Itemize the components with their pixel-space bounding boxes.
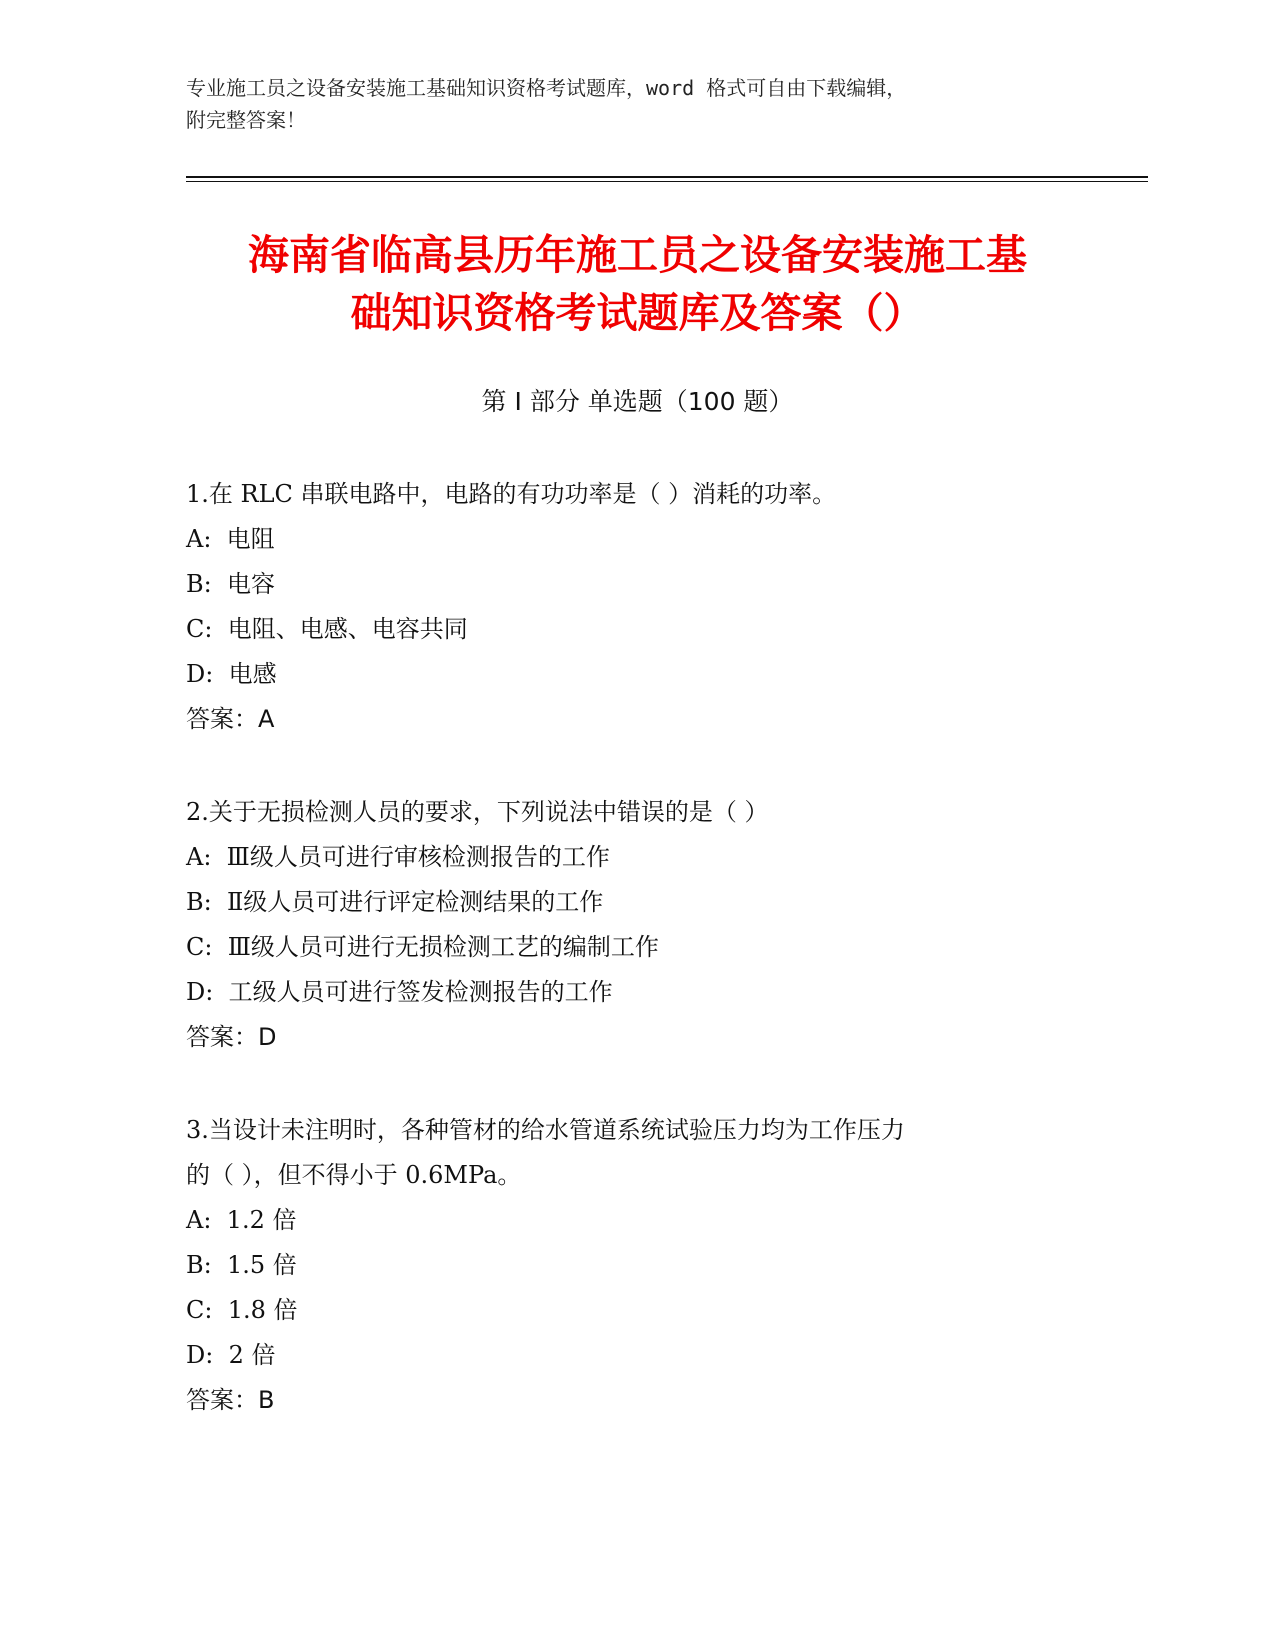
header-divider-thick: [186, 176, 1148, 178]
option-c: C: Ⅲ级人员可进行无损检测工艺的编制工作: [186, 933, 659, 961]
question-stem: 1.在 RLC 串联电路中，电路的有功功率是（ ）消耗的功率。: [186, 480, 837, 508]
option-c: C: 电阻、电感、电容共同: [186, 615, 468, 643]
option-a: A: 电阻: [186, 525, 275, 553]
question-1: [186, 472, 1086, 742]
option-d: D: 2 倍: [186, 1341, 276, 1369]
header-divider-thin: [186, 181, 1148, 182]
question-stem-line1: 3.当设计未注明时，各种管材的给水管道系统试验压力均为工作压力: [186, 1116, 905, 1144]
answer-line: 答案：D: [186, 1023, 277, 1051]
header-note: [186, 72, 1086, 136]
option-b: B: Ⅱ级人员可进行评定检测结果的工作: [186, 888, 604, 916]
question-stem: 2.关于无损检测人员的要求，下列说法中错误的是（ ）: [186, 798, 769, 826]
option-a: A: 1.2 倍: [186, 1206, 297, 1234]
option-c: C: 1.8 倍: [186, 1296, 298, 1324]
option-b: B: 1.5 倍: [186, 1251, 297, 1279]
answer-line: 答案：A: [186, 705, 275, 733]
question-stem-line2: 的（ ），但不得小于 0.6MPa。: [186, 1161, 522, 1189]
document-title-line2: 础知识资格考试题库及答案（）: [350, 289, 925, 337]
question-2: [186, 790, 1086, 1060]
option-b: B: 电容: [186, 570, 275, 598]
header-note-line1: 专业施工员之设备安装施工基础知识资格考试题库，word 格式可自由下载编辑，: [186, 76, 907, 100]
option-d: D: 工级人员可进行签发检测报告的工作: [186, 978, 613, 1006]
option-d: D: 电感: [186, 660, 277, 688]
document-title-line1: 海南省临高县历年施工员之设备安装施工基: [248, 231, 1027, 279]
option-a: A: Ⅲ级人员可进行审核检测报告的工作: [186, 843, 610, 871]
document-title: [150, 226, 1125, 342]
question-3: [186, 1108, 1086, 1423]
section-heading: 第 I 部分 单选题（100 题）: [481, 387, 794, 416]
header-note-line2: 附完整答案！: [186, 108, 306, 132]
answer-line: 答案：B: [186, 1386, 275, 1414]
